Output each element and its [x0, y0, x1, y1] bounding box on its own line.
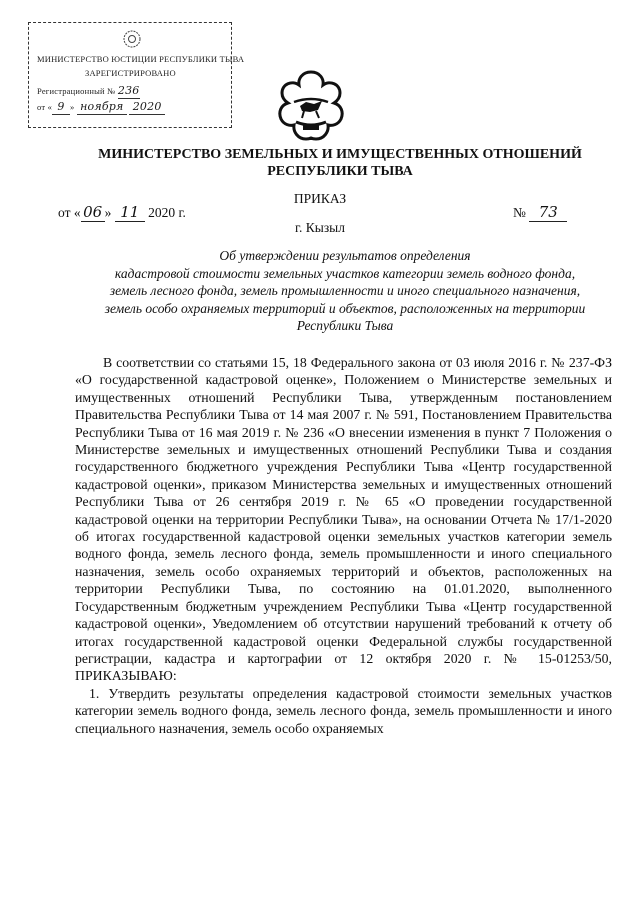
- order-body: [75, 354, 612, 737]
- order-date-prefix: от «: [58, 205, 81, 220]
- stamp-date-row: [37, 101, 165, 115]
- coat-of-arms-icon: [270, 66, 352, 148]
- title-line-5: Республики Тыва: [296, 318, 394, 333]
- stamp-date-year: 2020: [129, 101, 165, 115]
- stamp-date-month: ноября: [77, 101, 127, 115]
- order-date-month: 11: [115, 203, 145, 222]
- stamp-reg-row: [37, 85, 140, 99]
- stamp-emblem-icon: [121, 29, 143, 49]
- title-line-3: земель лесного фонда, земель промышленности и иного специального назначения,: [109, 283, 581, 298]
- city: г. Кызыл: [295, 220, 345, 235]
- item-1-paragraph: 1. Утвердить результаты определения кадастровой стоимости земельных участков категории земель водного фонда, земель лесного фонда, земель промышленности и иного специального назначения, земель особо охраняемых: [75, 685, 612, 736]
- title-line-2: кадастровой стоимости земельных участков категории земель водного фонда,: [114, 265, 576, 281]
- title-line-1: Об утверждении результатов определения: [219, 248, 471, 263]
- order-title: [60, 247, 630, 335]
- order-number-label: №: [513, 205, 530, 220]
- stamp-date-prefix: от «: [37, 102, 53, 112]
- registration-stamp: [28, 22, 245, 128]
- stamp-status: ЗАРЕГИСТРИРОВАНО: [85, 68, 176, 78]
- ministry-line-1: МИНИСТЕРСТВО ЗЕМЕЛЬНЫХ И ИМУЩЕСТВЕННЫХ ОТНОШЕНИЙ: [98, 147, 582, 162]
- stamp-date-day: 9: [52, 101, 70, 115]
- stamp-reg-number: 236: [117, 84, 140, 97]
- ministry-line-2: РЕСПУБЛИКИ ТЫВА: [267, 164, 413, 179]
- order-date-mid: »: [104, 205, 115, 220]
- order-date-day: 06: [81, 203, 105, 222]
- stamp-reg-label: Регистрационный №: [37, 86, 116, 96]
- document-type: ПРИКАЗ: [293, 191, 347, 206]
- order-date-suffix: 2020 г.: [144, 205, 186, 220]
- ministry-name: [60, 146, 620, 180]
- stamp-org: МИНИСТЕРСТВО ЮСТИЦИИ РЕСПУБЛИКИ ТЫВА: [37, 54, 245, 64]
- preamble-paragraph: В соответствии со статьями 15, 18 Федерального закона от 03 июля 2016 г. № 237-ФЗ «О государственной кадастровой оценке», Положением о Министерстве земельных и имущественных отношений Республики Тыва, утвержденным постановлением Правительства Республики Тыва от 14 мая 2007 г. № 591, Постановлением Правительства Республики Тыва от 16 мая 2019 г. № 236 «О внесении изменения в пункт 7 Положения о Министерстве земельных и имущественных отношений Республики Тыва и создания государственного бюджетного учреждения Республики Тыва «Центр государственной кадастровой оценки», приказом Министерства земельных и имущественных отношений Республики Тыва от 26 сентября 2019 г. № 65 «О проведении государственной кадастровой оценки на территории Республики Тыва», на основании Отчета № 17/1-2020 об итогах государственной кадастровой оценки земельных участков категории земель водного фонда, земель лесного фонда, земель промышленности и иного специального назначения, земель особо охраняемых территорий и объектов, расположенных на территории Республики Тыва, по состоянию на 01.01.2020, выполненного Государственным бюджетным учреждением Республики Тыва «Центр государственной кадастровой оценки», Уведомлением об отсутствии нарушений требований к отчету об итогах государственной кадастровой оценки Федеральной службы государственной регистрации, кадастра и картографии от 12 октября 2020 г. № 15-01253/50, ПРИКАЗЫВАЮ:: [75, 355, 612, 684]
- stamp-date-mid: »: [70, 102, 75, 112]
- order-number-value: 73: [529, 203, 567, 222]
- title-line-4: земель особо охраняемых территорий и объектов, расположенных на территории: [104, 300, 586, 316]
